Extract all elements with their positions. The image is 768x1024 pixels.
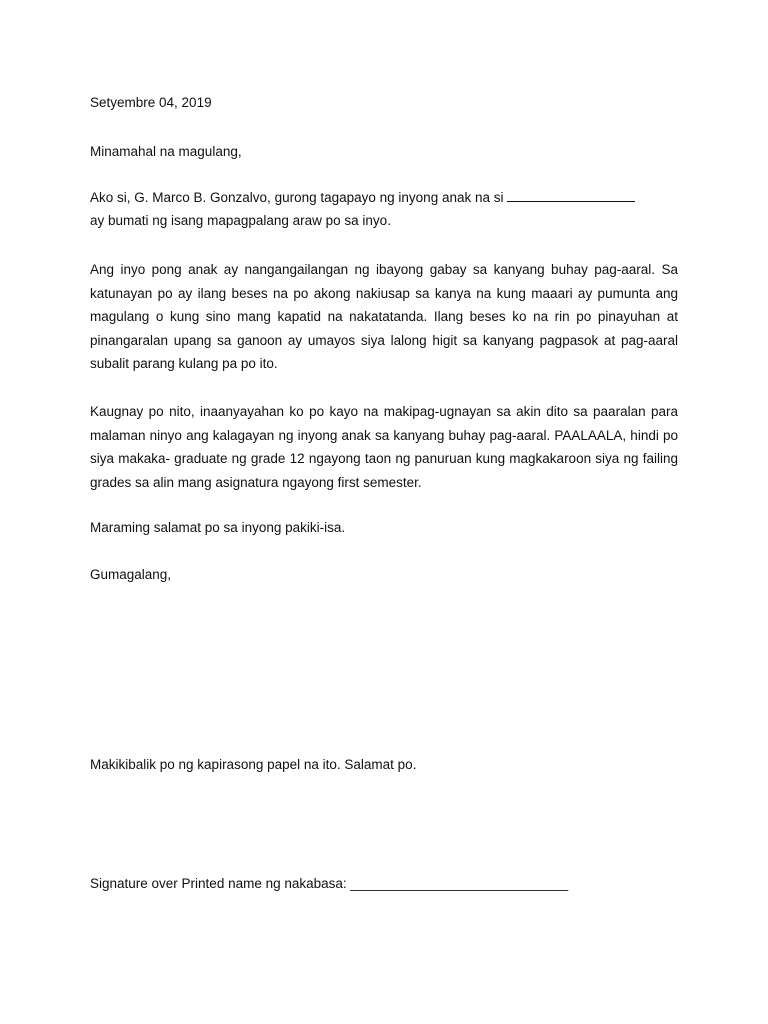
intro-line-2: ay bumati ng isang mapagpalang araw po sa inyo.: [90, 213, 391, 228]
letter-date: Setyembre 04, 2019: [90, 95, 212, 110]
return-note: Makikibalik po ng kapirasong papel na ito. Salamat po.: [90, 757, 417, 772]
paragraph-1: Ang inyo pong anak ay nangangailangan ng ibayong gabay sa kanyang buhay pag-aaral. Sa katunayan po ay ilang beses na po akong nakiusap sa kanya na kung maaari ay pumunta ang magulang o kung sino mang kapatid na nakatatanda. Ilang beses ko na rin po pinayuhan at pinangaralan upang sa ganoon ay umayos siya lalong higit sa kanyang pagpasok at pag-aaral subalit parang kulang pa po ito.: [90, 262, 678, 371]
letter-salutation: Minamahal na magulang,: [90, 144, 242, 159]
signature-line: Signature over Printed name ng nakabasa: _____________________________: [90, 876, 569, 891]
student-name-blank: [507, 189, 635, 202]
paragraph-2: Kaugnay po nito, inaanyayahan ko po kayo na makipag-ugnayan sa akin dito sa paaralan para malaman ninyo ang kalagayan ng inyong anak sa kanyang buhay pag-aaral. PAALAALA, hindi po siya makaka- graduate ng grade 12 ngayong taon ng panuruan kung magkakaroon siya ng failing grades sa alin mang asignatura ngayong first semester.: [90, 404, 678, 490]
intro-text-1: Ako si, G. Marco B. Gonzalvo, gurong tagapayo ng inyong anak na si: [90, 190, 504, 205]
closing-line: Gumagalang,: [90, 567, 172, 582]
thanks-line: Maraming salamat po sa inyong pakiki-isa.: [90, 520, 346, 535]
intro-line-1: [90, 189, 635, 207]
